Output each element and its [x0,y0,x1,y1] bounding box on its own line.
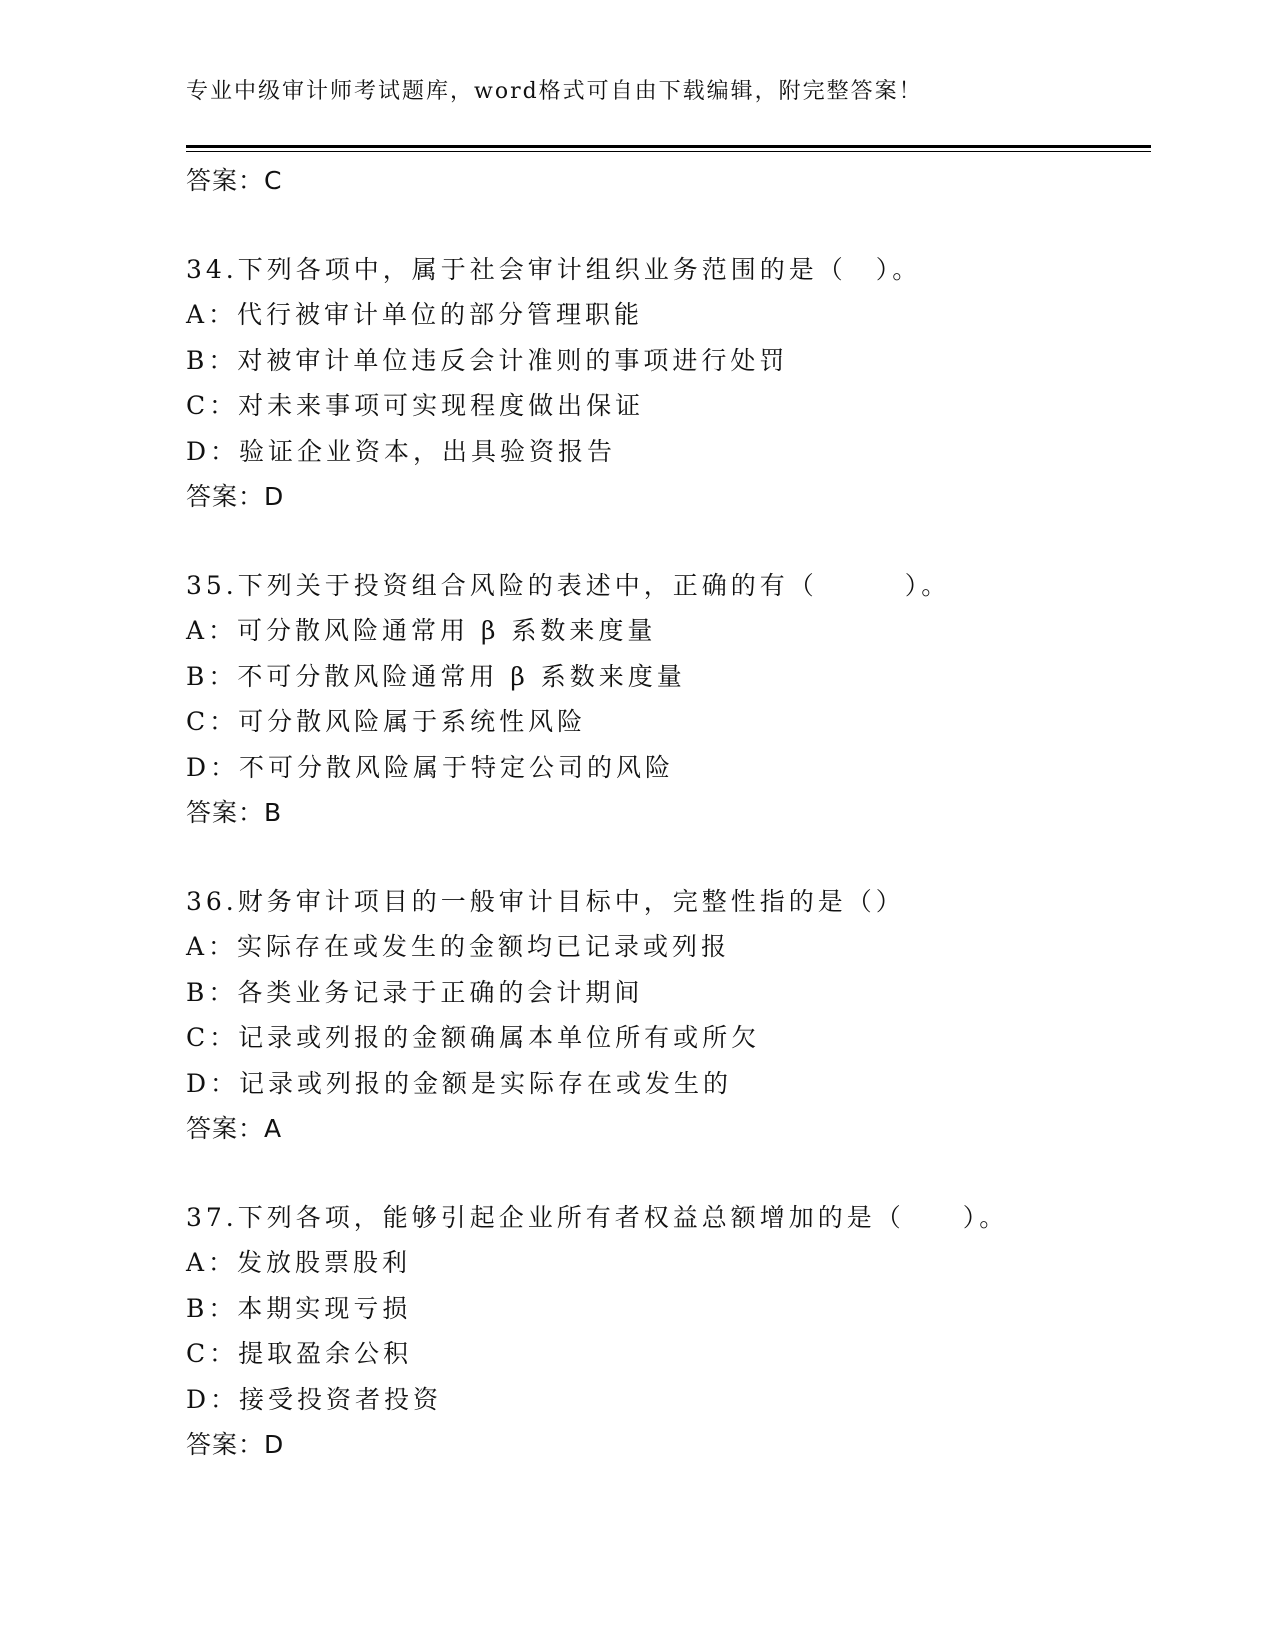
option-c: C：对未来事项可实现程度做出保证 [186,391,645,420]
header-rule-thin [186,151,1151,152]
option-b: B：本期实现亏损 [186,1293,412,1323]
option-d: D：接受投资者投资 [186,1384,443,1414]
question-stem: 34.下列各项中，属于社会审计组织业务范围的是（ ）。 [186,254,922,284]
question-stem: 37.下列各项，能够引起企业所有者权益总额增加的是（ ）。 [186,1202,1009,1232]
previous-answer: 答案：C [186,166,283,195]
question-34 [186,247,1166,520]
option-a: A：代行被审计单位的部分管理职能 [186,300,644,329]
answer: 答案：B [186,798,283,827]
option-c: C：提取盈余公积 [186,1339,413,1368]
option-b: B：各类业务记录于正确的会计期间 [186,977,644,1007]
option-b: B：不可分散风险通常用 β 系数来度量 [186,661,686,691]
answer: 答案：A [186,1114,283,1143]
option-a: A：发放股票股利 [186,1248,412,1277]
question-list [186,158,1166,1468]
option-c: C：记录或列报的金额确属本单位所有或所欠 [186,1023,761,1052]
question-36 [186,879,1166,1152]
option-b: B：对被审计单位违反会计准则的事项进行处罚 [186,345,789,375]
question-37 [186,1195,1166,1468]
question-stem: 36.财务审计项目的一般审计目标中，完整性指的是（） [186,886,905,916]
question-35 [186,563,1166,836]
option-d: D：不可分散风险属于特定公司的风险 [186,752,675,782]
question-stem: 35.下列关于投资组合风险的表述中，正确的有（ ）。 [186,570,951,600]
answer: 答案：D [186,482,285,511]
page-header-text: 专业中级审计师考试题库，word格式可自由下载编辑，附完整答案！ [186,79,923,104]
option-a: A：实际存在或发生的金额均已记录或列报 [186,932,731,961]
option-a: A：可分散风险通常用 β 系数来度量 [186,616,657,645]
answer: 答案：D [186,1430,285,1459]
option-d: D：验证企业资本，出具验资报告 [186,436,617,466]
option-c: C：可分散风险属于系统性风险 [186,707,587,736]
header-rule-thick [186,145,1151,148]
option-d: D：记录或列报的金额是实际存在或发生的 [186,1068,733,1098]
